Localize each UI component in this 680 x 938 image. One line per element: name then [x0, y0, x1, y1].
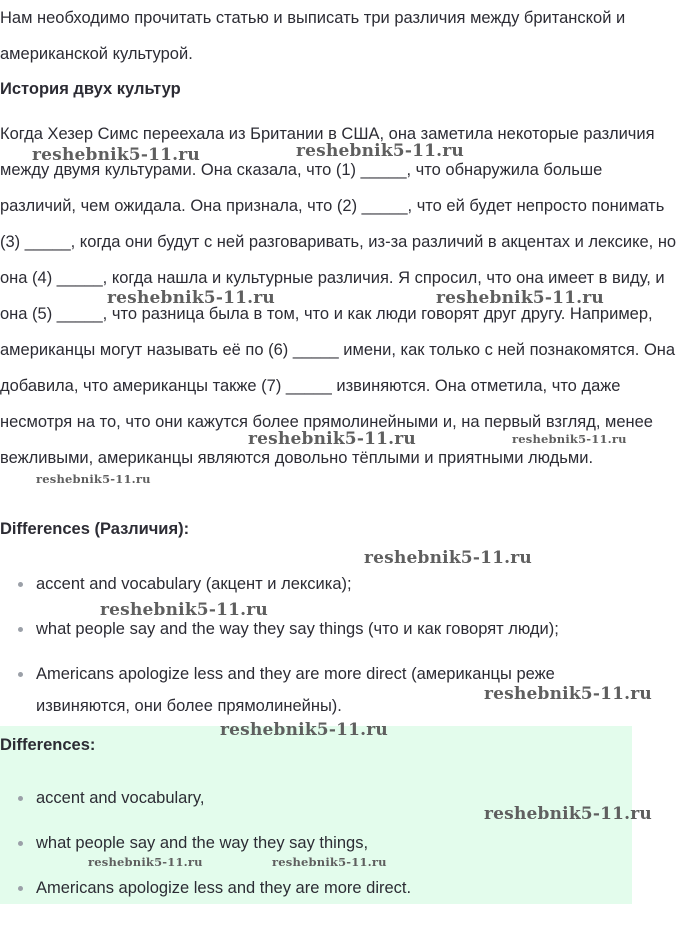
list-item: accent and vocabulary,: [0, 784, 640, 812]
list-item: what people say and the way they say things,: [0, 829, 640, 857]
watermark: reshebnik5-11.ru: [88, 855, 203, 869]
watermark: reshebnik5-11.ru: [436, 288, 604, 308]
watermark: reshebnik5-11.ru: [100, 600, 268, 620]
list-item: Americans apologize less and they are more direct.: [0, 874, 640, 902]
article-title: История двух культур: [0, 80, 181, 98]
task-intro: Нам необходимо прочитать статью и выписать три различия между британской и американской культурой.: [0, 9, 626, 63]
differences-heading: Differences (Различия):: [0, 520, 190, 538]
list-item: Americans apologize less and they are more direct (американцы реже извиняются, они более прямолинейны).: [0, 658, 640, 722]
list-item: accent and vocabulary (акцент и лексика);: [0, 568, 640, 600]
list-item: what people say and the way they say things (что и как говорят люди);: [0, 613, 640, 645]
watermark: reshebnik5-11.ru: [107, 288, 275, 308]
watermark: reshebnik5-11.ru: [484, 684, 652, 704]
watermark: reshebnik5-11.ru: [272, 855, 387, 869]
watermark: reshebnik5-11.ru: [296, 141, 464, 161]
answer-heading: Differences:: [0, 736, 96, 754]
watermark: reshebnik5-11.ru: [36, 472, 151, 486]
watermark: reshebnik5-11.ru: [32, 145, 200, 165]
watermark: reshebnik5-11.ru: [220, 720, 388, 740]
watermark: reshebnik5-11.ru: [248, 429, 416, 449]
watermark: reshebnik5-11.ru: [364, 548, 532, 568]
article-text: Когда Хезер Симс переехала из Британии в США, она заметила некоторые различия между двумя культурами. Она сказала, что (1) _____, что обнаружила больше различий, чем ожидала. Она признала, что (2) _____, что ей будет непросто понимать (3) _____, когда они будут с ней разговаривать, из-за различий в акцентах и лексике, но она (4) _____, когда нашла и культурные различия. Я спросил, что она имеет в виду, и она (5) _____, что разница была в том, что и как люди говорят друг другу. Например, американцы могут называть её по (6) _____ имени, как только с ней познакомятся. Она добавила, что американцы также (7) _____ извиняются. Она отметила, что даже несмотря на то, что они кажутся более прямолинейными и, на первый взгляд, менее вежливыми, американцы являются довольно тёплыми и приятными людьми.: [0, 125, 677, 467]
watermark: reshebnik5-11.ru: [484, 804, 652, 824]
watermark: reshebnik5-11.ru: [512, 432, 627, 446]
differences-list: [0, 568, 640, 735]
